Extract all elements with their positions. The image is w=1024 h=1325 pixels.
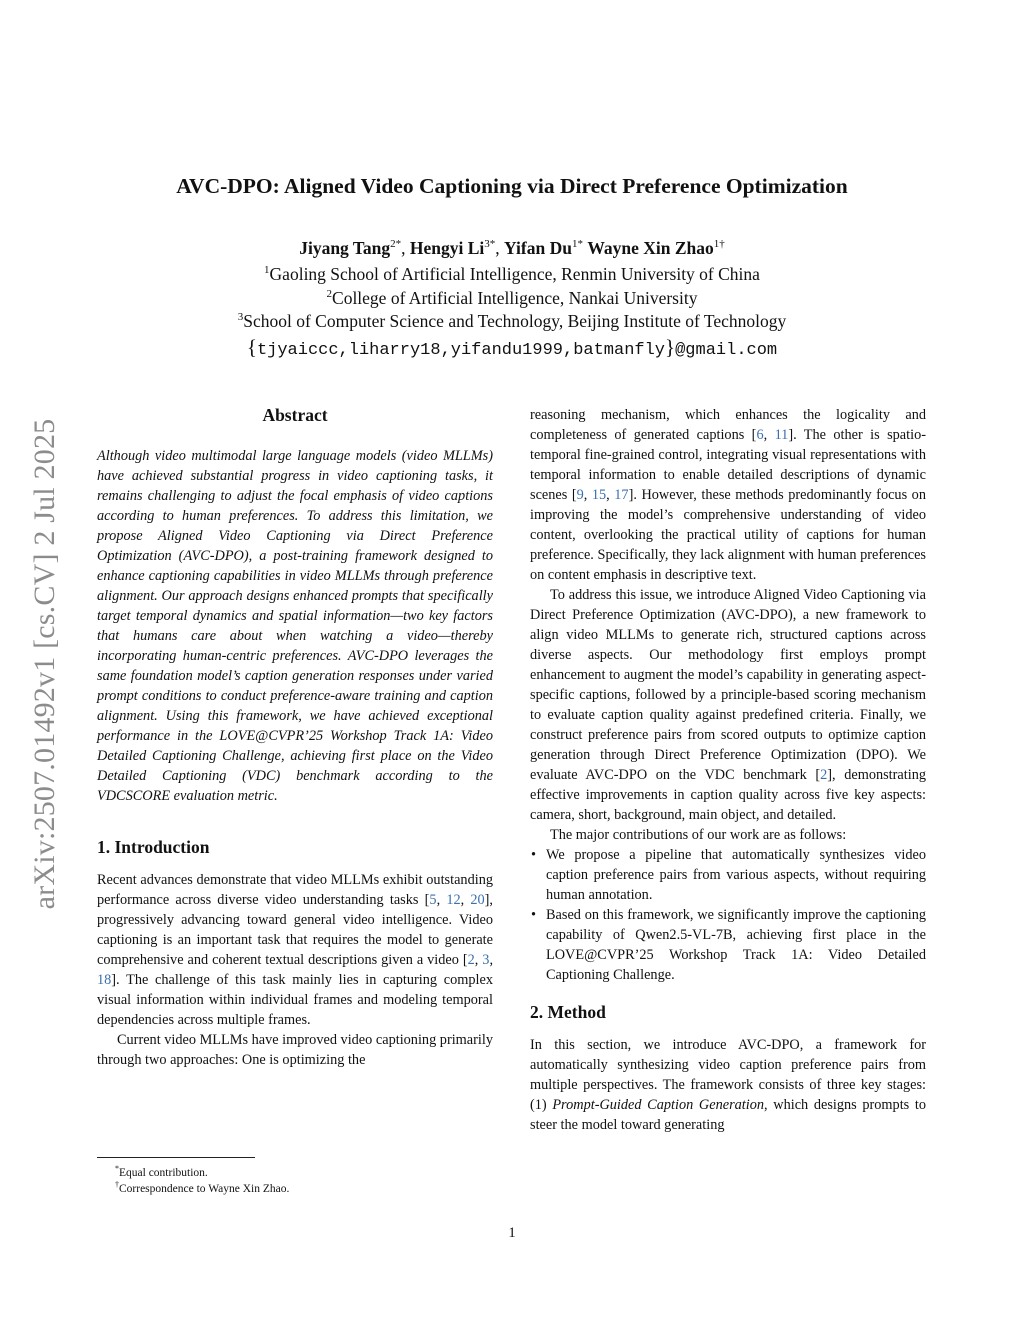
email-brace-open: { (246, 335, 257, 359)
affiliation-num: 3 (237, 311, 244, 324)
right-column (530, 405, 926, 1135)
abstract-text: Although video multimodal large language models (video MLLMs) have achieved substantial progress in video captioning tasks, it remains challenging to adjust the focal emphasis of video captions according to human preferences. To address this limitation, we propose Aligned Video Captioning via Direct Preference Optimization (AVC-DPO), a post-training framework designed to enhance captioning capabilities in video MLLMs through preference alignment. Our approach designs enhanced prompts that specifically target temporal dynamics and spatial information—two key factors that humans care about when watching a video—thereby incorporating human-centric preferences. AVC-DPO leverages the same foundation model’s caption generation responses under varied prompt conditions to conduct preference-aware training and caption alignment. Using this framework, we have achieved exceptional performance in the LOVE@CVPR’25 Workshop Track 1A: Video Detailed Captioning Challenge, achieving first place on the Video Detailed Captioning (VDC) benchmark according to the VDCSCORE evaluation metric. (97, 448, 493, 804)
author-name: Jiyang Tang (299, 238, 391, 258)
email-domain: @gmail.com (675, 341, 778, 360)
contributions-lead: The major contributions of our work are as follows: (550, 827, 847, 843)
author-name: Wayne Xin Zhao (587, 238, 714, 258)
intro-paragraph: Recent advances demonstrate that video MLLMs exhibit outstanding performance across diverse video understanding tasks [5, 12, 20], progressively advancing toward general video intelligence. Video captioning is an important task that requires the model to generate comprehensive and coherent textual descriptions given a video [2, 3, 18]. The challenge of this task mainly lies in capturing complex visual information within individual frames and modeling temporal dependencies across multiple frames. (97, 872, 494, 1028)
affiliation (0, 264, 1024, 285)
citation-link[interactable]: 15 (591, 487, 607, 503)
intro-paragraph: reasoning mechanism, which enhances the logicality and completeness of generated captions [6, 11]. The other is spatio-temporal fine-grained control, integrating visual representations with temporal information to enable detailed descriptions of dynamic scenes [9, 15, 17]. However, these methods predominantly focus on improving the model’s comprehensive understanding of video content, overlooking the practical utility of captions for human preference. Specifically, they lack alignment with human preferences on content emphasis in descriptive text. (530, 407, 926, 583)
citation-link[interactable]: 20 (470, 892, 485, 908)
page-number: 1 (508, 1225, 516, 1241)
footnote-rule (97, 1157, 255, 1158)
author-sup: 2* (390, 238, 402, 251)
citation-link[interactable]: 9 (576, 487, 584, 503)
email-brace-close: } (665, 335, 676, 359)
method-paragraph: In this section, we introduce AVC-DPO, a framework for automatically synthesizing video caption preference pairs from multiple perspectives. The framework consists of three key stages: (1) Prompt-Guided Caption Generation, which designs prompts to steer the model toward generating (530, 1037, 927, 1133)
citation-link[interactable]: 18 (97, 972, 112, 988)
affiliation-text: College of Artificial Intelligence, Nankai University (332, 288, 698, 308)
affiliation-text: Gaoling School of Artificial Intelligence, Renmin University of China (269, 264, 760, 284)
citation-link[interactable]: 11 (774, 427, 789, 443)
author-sup: 3* (484, 238, 496, 251)
author-sup: 1† (713, 238, 725, 251)
intro-paragraph: To address this issue, we introduce Aligned Video Captioning via Direct Preference Optimization (AVC-DPO), a new framework to align video MLLMs to generate rich, structured captions across diverse aspects. Our methodology first employs prompt enhancement to augment the model’s capability in generating aspect-specific captions, followed by a principle-based scoring mechanism to evaluate caption quality against predefined criteria. Finally, we construct preference pairs from scored outputs to optimize caption generation through Direct Preference Optimization (DPO). We evaluate AVC-DPO on the VDC benchmark [2], demonstrating effective improvements in caption quality across five key aspects: camera, short, background, main object, and detailed. (530, 587, 926, 823)
email-names: tjyaiccc,liharry18,yifandu1999,batmanfly (256, 341, 666, 360)
method-heading: 2. Method (530, 1002, 606, 1022)
list-item: • Based on this framework, we significantly improve the captioning capability of Qwen2.5-VL-7B, achieving first place in the LOVE@CVPR’25 Workshop Track 1A: Video Detailed Captioning Challenge. (530, 905, 926, 985)
affiliation (0, 288, 1024, 309)
author-sup: 1* (571, 238, 583, 251)
author-list (0, 238, 1024, 259)
citation-link[interactable]: 2 (820, 767, 828, 783)
intro-heading: 1. Introduction (97, 837, 210, 857)
affiliation-num: 2 (326, 288, 333, 301)
footnote-mark: * (115, 1164, 119, 1173)
citation-link[interactable]: 3 (482, 952, 490, 968)
footnote-text: Equal contribution. (119, 1166, 208, 1179)
citation-link[interactable]: 17 (614, 487, 629, 503)
footnote-text: Correspondence to Wayne Xin Zhao. (119, 1182, 290, 1195)
footnote (115, 1177, 289, 1197)
author-sep: , (401, 238, 410, 258)
paper-title: AVC-DPO: Aligned Video Captioning via Direct Preference Optimization (176, 174, 848, 198)
left-column (97, 404, 493, 1070)
arxiv-stamp-text: arXiv:2507.01492v1 [cs.CV] 2 Jul 2025 (28, 418, 61, 910)
footnote-mark: † (115, 1180, 119, 1189)
affiliation (0, 311, 1024, 332)
contributions-list (530, 845, 926, 985)
list-item: • We propose a pipeline that automatically synthesizes video caption preference pairs from various aspects, without requiring human annotation. (530, 845, 926, 905)
citation-link[interactable]: 5 (429, 892, 437, 908)
citation-link[interactable]: 6 (756, 427, 764, 443)
author-sep: , (495, 238, 505, 258)
author-name: Yifan Du (504, 238, 572, 258)
author-emails[interactable] (0, 335, 1024, 360)
citation-link[interactable]: 12 (446, 892, 461, 908)
affiliation-text: School of Computer Science and Technology, Beijing Institute of Technology (243, 311, 787, 331)
intro-paragraph: Current video MLLMs have improved video captioning primarily through two approaches: One is optimizing the (97, 1032, 494, 1068)
citation-link[interactable]: 2 (467, 952, 475, 968)
abstract-heading: Abstract (262, 405, 328, 425)
affiliation-num: 1 (264, 264, 270, 277)
author-name: Hengyi Li (409, 238, 485, 258)
